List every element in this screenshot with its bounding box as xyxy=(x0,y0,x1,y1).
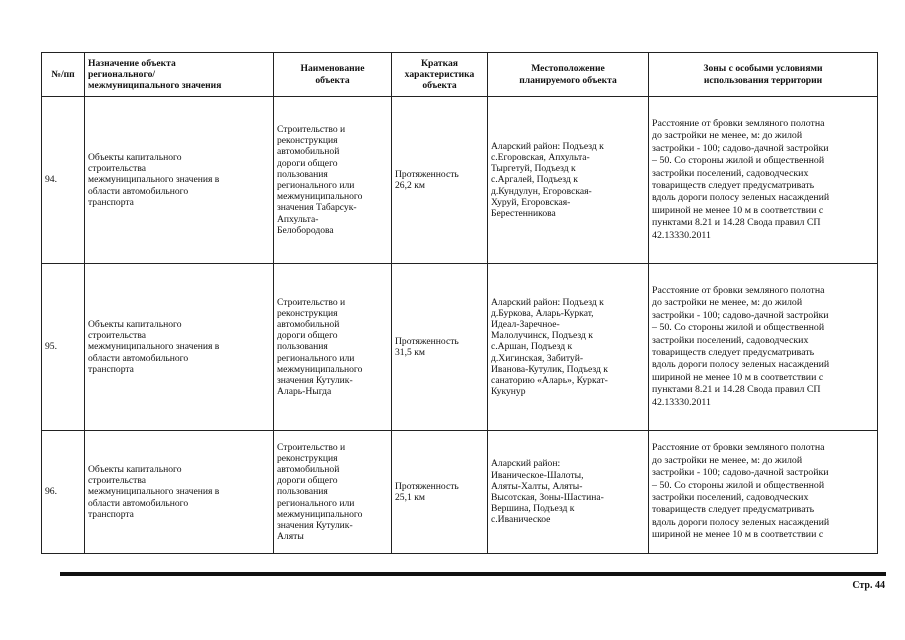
row-zones: Расстояние от бровки земляного полотна до застройки не менее, м: до жилой застройки - 100; садово-дачной застройки – 50. Со стороны жилой и общественной застройки поселений, садоводческих товариществ следует предусматривать вдоль дороги полосу зеленых насаждений шириной не менее 10 м в соответствии с xyxy=(649,431,878,554)
table-row xyxy=(42,264,878,431)
header-num: №/пп xyxy=(42,53,85,97)
table-row xyxy=(42,97,878,264)
row-purpose: Объекты капитального строительства межмуниципального значения в области автомобильного транспорта xyxy=(85,431,274,554)
header-purpose: Назначение объекта регионального/ межмуниципального значения xyxy=(85,53,274,97)
header-brief: Краткая характеристика объекта xyxy=(392,53,488,97)
header-location: Местоположение планируемого объекта xyxy=(488,53,649,97)
row-name: Строительство и реконструкция автомобильной дороги общего пользования регионального или межмуниципального значения Табарсук- Апхульта- Белобородова xyxy=(274,97,392,264)
row-num: 95. xyxy=(42,264,85,431)
header-name: Наименование объекта xyxy=(274,53,392,97)
row-purpose: Объекты капитального строительства межмуниципального значения в области автомобильного транспорта xyxy=(85,97,274,264)
row-num: 96. xyxy=(42,431,85,554)
table-row xyxy=(42,431,878,554)
row-purpose: Объекты капитального строительства межмуниципального значения в области автомобильного транспорта xyxy=(85,264,274,431)
objects-table xyxy=(41,52,878,554)
row-name: Строительство и реконструкция автомобильной дороги общего пользования регионального или межмуниципального значения Кутулик- Аларь-Ныгда xyxy=(274,264,392,431)
row-location: Аларский район: Подъезд к д.Буркова, Аларь-Куркат, Идеал-Заречное- Малолучинск, Подъезд к с.Аршан, Подъезд к д.Хигинская, Забитуй- Иванова-Кутулик, Подъезд к санаторию «Аларь», Куркат- Кукунур xyxy=(488,264,649,431)
row-brief: Протяженность 31,5 км xyxy=(392,264,488,431)
row-zones: Расстояние от бровки земляного полотна до застройки не менее, м: до жилой застройки - 100; садово-дачной застройки – 50. Со стороны жилой и общественной застройки поселений, садоводческих товариществ следует предусматривать вдоль дороги полосу зеленых насаждений шириной не менее 10 м в соответствии с пунктами 8.21 и 14.28 Свода правил СП 42.13330.2011 xyxy=(649,97,878,264)
row-num: 94. xyxy=(42,97,85,264)
row-location: Аларский район: Иваническое-Шалоты, Аляты-Халты, Аляты- Высотская, Зоны-Шастина- Вершина, Подъезд к с.Иваническое xyxy=(488,431,649,554)
row-brief: Протяженность 26,2 км xyxy=(392,97,488,264)
table-header-row xyxy=(42,53,878,97)
row-location: Аларский район: Подъезд к с.Егоровская, Апхульта- Тыргетуй, Подъезд к с.Аргалей, Подъезд к д.Кундулун, Егоровская- Хуруй, Егоровская- Берестенникова xyxy=(488,97,649,264)
row-name: Строительство и реконструкция автомобильной дороги общего пользования регионального или межмуниципального значения Кутулик- Аляты xyxy=(274,431,392,554)
row-brief: Протяженность 25,1 км xyxy=(392,431,488,554)
footer-rule xyxy=(60,572,886,576)
row-zones: Расстояние от бровки земляного полотна до застройки не менее, м: до жилой застройки - 100; садово-дачной застройки – 50. Со стороны жилой и общественной застройки поселений, садоводческих товариществ следует предусматривать вдоль дороги полосу зеленых насаждений шириной не менее 10 м в соответствии с пунктами 8.21 и 14.28 Свода правил СП 42.13330.2011 xyxy=(649,264,878,431)
page-number: Стр. 44 xyxy=(852,580,885,591)
header-zones: Зоны с особыми условиями использования территории xyxy=(649,53,878,97)
